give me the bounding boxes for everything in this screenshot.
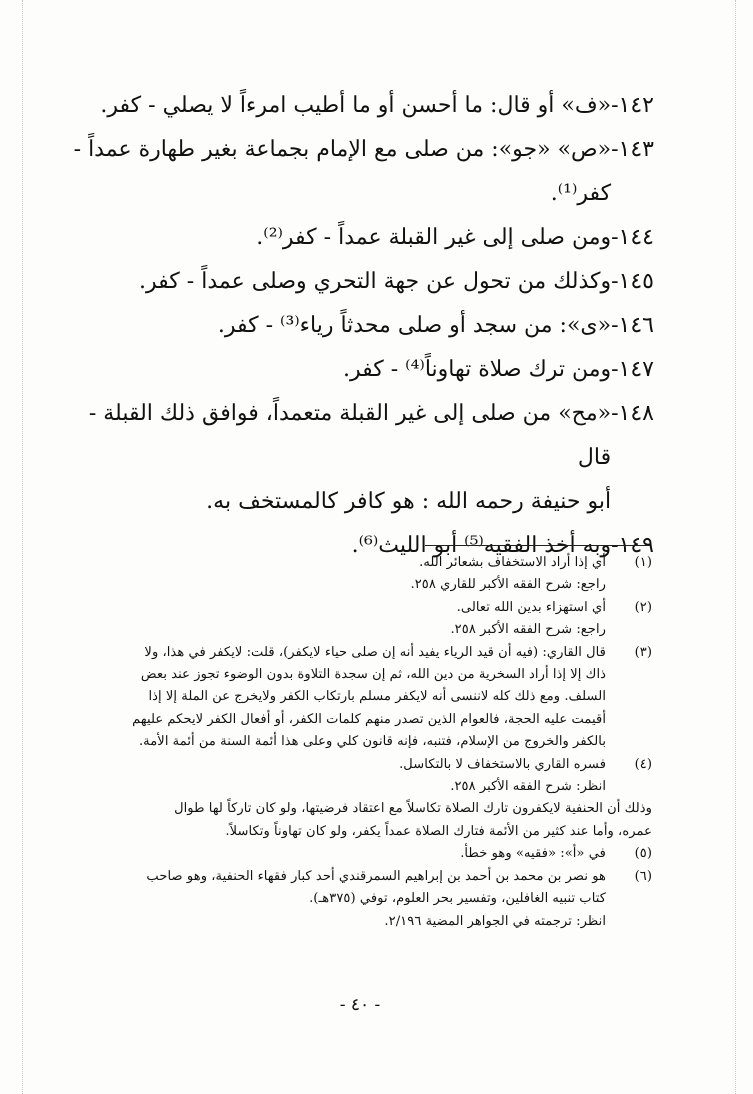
item-number: ١٤٩-	[611, 533, 654, 558]
footnote-line: ذاك إلا إذا أراد السخرية من دين الله، ثم إن سجدة التلاوة بدون الوضوء تجوز عند بعض	[140, 667, 606, 683]
page-number: - ٤٠ -	[339, 995, 381, 1015]
left-margin-guide	[22, 0, 23, 1094]
item-143	[70, 128, 654, 216]
item-line: «ى»: من سجد أو صلى محدثاً رياء⁽³⁾ - كفر.	[217, 313, 612, 338]
footnote-line: قال القاري: (فيه أن قيد الرياء يفيد أنه إن صلى حياء لايكفر)، قلت: لايكفر في هذا، ولا	[144, 644, 606, 660]
item-line: ومن صلى إلى غير القبلة عمداً - كفر⁽²⁾.	[256, 225, 612, 250]
item-line: ومن ترك صلاة تهاوناً⁽⁴⁾ - كفر.	[343, 357, 612, 382]
item-144	[70, 216, 654, 260]
footnote-line: وذلك أن الحنفية لايكفرون تارك الصلاة تكاسلاً مع اعتقاد فرضيتها، ولو كان تاركاً لها طوال	[174, 801, 652, 817]
footnote-4	[70, 754, 652, 799]
item-line: «ف» أو قال: ما أحسن أو ما أطيب امرءاً لا يصلي - كفر.	[100, 93, 612, 118]
item-number: ١٤٥-	[611, 269, 654, 294]
footnote-number: (١)	[634, 555, 652, 570]
item-line: «ص» «جو»: من صلى مع الإمام بجماعة بغير طهارة عمداً -	[73, 137, 612, 162]
item-146	[70, 304, 654, 348]
item-line: أبو حنيفة رحمه الله : هو كافر كالمستخف به.	[206, 489, 612, 514]
footnote-number: (٤)	[634, 756, 652, 772]
footnote-separator	[425, 545, 650, 546]
item-line: وبه أخذ الفقيه⁽⁵⁾ أبو الليث⁽⁶⁾.	[351, 533, 612, 558]
main-text	[70, 84, 654, 568]
footnote-5	[70, 843, 652, 865]
footnote-line: راجع: شرح الفقه الأكبر ٢٥٨.	[450, 622, 606, 638]
footnote-line: هو نصر بن محمد بن أحمد بن إبراهيم السمرقندي أحد كبار فقهاء الحنفية، وهو صاحب	[146, 868, 606, 884]
footnote-line: فسره القاري بالاستخفاف لا بالتكاسل.	[399, 756, 606, 772]
item-line: كفر⁽¹⁾.	[550, 181, 612, 206]
footnotes	[70, 552, 652, 933]
item-142	[70, 84, 654, 128]
footnote-number: (٦)	[634, 868, 652, 884]
footnote-6	[70, 866, 652, 933]
item-145	[70, 260, 654, 304]
footnote-line: بالكفر والخروج من الإسلام، فتنبه، فإنه قانون كلي وعلى هذا أئمة السنة من أئمة الأمة.	[138, 734, 606, 750]
footnote-line: كتاب تنبيه الغافلين، وتفسير بحر العلوم، توفي (٣٧٥هـ).	[309, 891, 606, 907]
footnote-line: أي استهزاء بدين الله تعالى.	[456, 599, 606, 615]
item-147	[70, 348, 654, 392]
item-number: ١٤٦-	[611, 313, 654, 338]
footnote-line: انظر: شرح الفقه الأكبر ٢٥٨.	[450, 779, 606, 795]
footnote-line: راجع: شرح الفقه الأكبر للقاري ٢٥٨.	[410, 577, 606, 593]
item-line: وكذلك من تحول عن جهة التحري وصلى عمداً - كفر.	[139, 269, 612, 294]
footnote-line: السلف. ومع ذلك كله لاننسى أنه لايكفر مسلم بارتكاب الكفر ولايخرج عن الملة إلا إذا	[148, 689, 606, 705]
right-margin-guide	[735, 0, 736, 1094]
footnote-line: عمره، وأما عند كثير من الأئمة فتارك الصلاة عمداً يكفر، ولو كان تهاوناً وتكاسلاً.	[225, 823, 652, 839]
item-number: ١٤٣-	[611, 137, 654, 162]
footnote-line: أقيمت عليه الحجة، فالعوام الذين تصدر منهم كلمات الكفر، أو أفعال الكفر لايحكم عليهم	[132, 711, 606, 727]
footnote-3	[70, 642, 652, 754]
item-number: ١٤٧-	[611, 357, 654, 382]
footnote-number: (٥)	[634, 846, 652, 862]
item-line: «مح» من صلى إلى غير القبلة متعمداً، فوافق ذلك القبلة - قال	[88, 401, 612, 470]
footnote-line: أي إذا أراد الاستخفاف بشعائر الله.	[419, 555, 606, 570]
item-number: ١٤٢-	[611, 93, 654, 118]
footnote-1	[70, 552, 652, 597]
item-number: ١٤٤-	[611, 225, 654, 250]
footnote-4-continuation	[70, 798, 652, 843]
footnote-2	[70, 597, 652, 642]
footnote-number: (٢)	[634, 599, 652, 615]
item-number: ١٤٨-	[611, 401, 654, 426]
item-148	[70, 392, 654, 524]
footnote-line: في «أ»: «فقيه» وهو خطأ.	[460, 846, 606, 862]
footnote-number: (٣)	[634, 644, 652, 660]
footnote-line: انظر: ترجمته في الجواهر المضية ٢/١٩٦.	[384, 913, 606, 929]
